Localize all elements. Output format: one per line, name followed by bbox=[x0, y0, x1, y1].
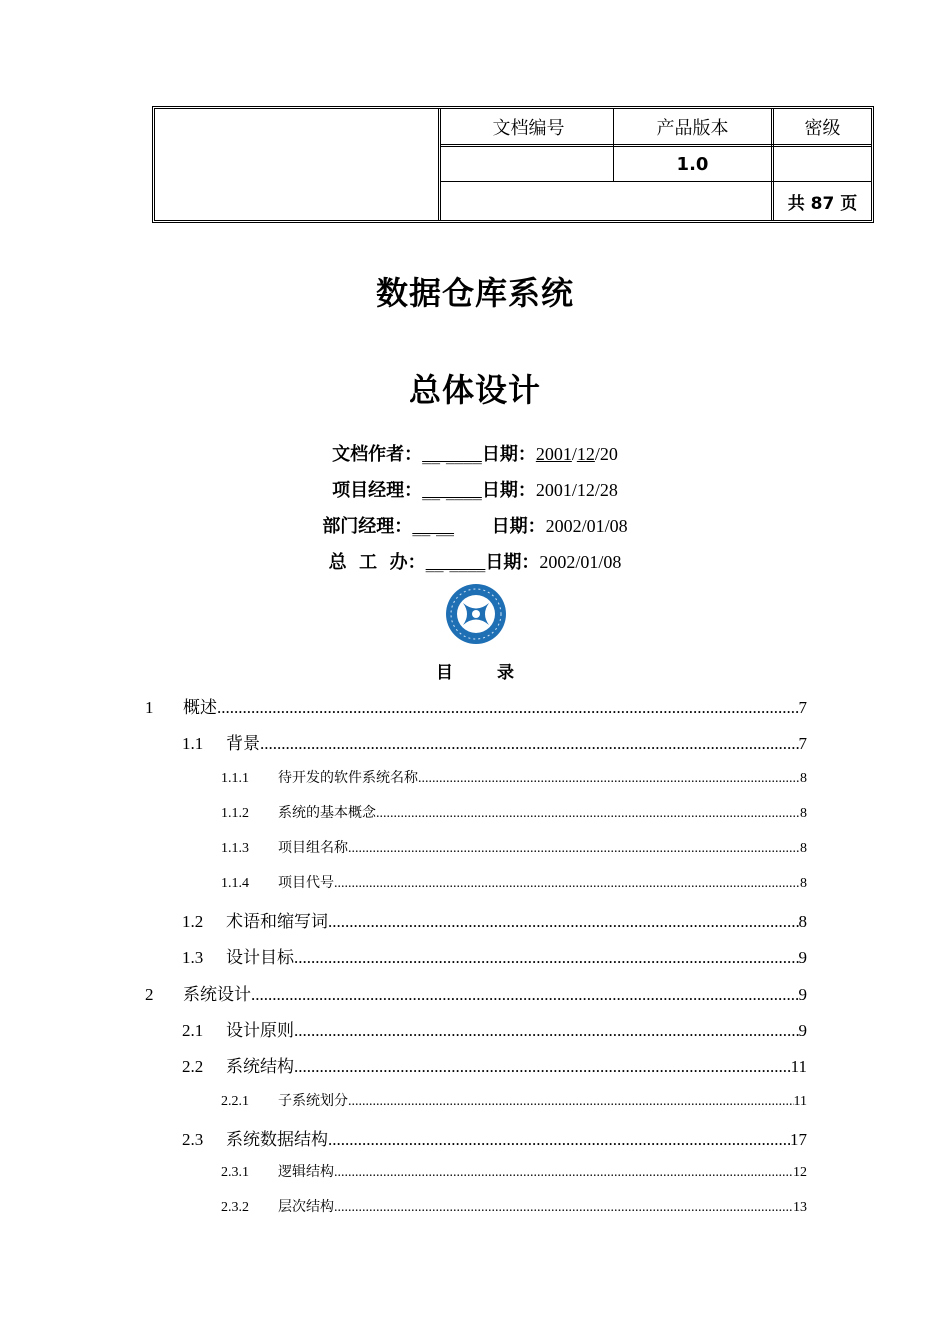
toc-entry-number: 2.3.2 bbox=[221, 1200, 249, 1215]
toc-entry-number: 2 bbox=[145, 985, 154, 1004]
toc-entry-page: 9 bbox=[798, 985, 807, 1004]
toc-entry-title: 系统的基本概念 bbox=[278, 805, 376, 821]
toc-entry[interactable] bbox=[182, 943, 807, 968]
toc-entry[interactable] bbox=[182, 1125, 807, 1150]
toc-entry[interactable] bbox=[221, 802, 807, 822]
toc-leader-dots bbox=[294, 1057, 791, 1077]
author-date-day: /20 bbox=[594, 444, 618, 464]
author-date-month: 12 bbox=[576, 444, 595, 464]
author-label: 文档作者： bbox=[332, 444, 423, 465]
toc-leader-dots bbox=[418, 771, 800, 787]
toc-entry-number: 2.2.1 bbox=[221, 1094, 249, 1109]
toc-entry-title: 系统结构 bbox=[226, 1057, 294, 1077]
toc-entry-page: 11 bbox=[793, 1094, 807, 1109]
toc-entry-title: 设计原则 bbox=[226, 1021, 294, 1041]
chief-blank: __ ____ bbox=[425, 552, 486, 573]
toc-entry[interactable] bbox=[145, 693, 807, 718]
signature-project-manager bbox=[0, 476, 950, 502]
toc-entry-number: 1.1.2 bbox=[221, 806, 249, 821]
toc-entry-title: 概述 bbox=[183, 698, 217, 718]
signature-chief-office bbox=[0, 548, 950, 574]
toc-entry-title: 术语和缩写词 bbox=[226, 912, 328, 932]
toc-leader-dots bbox=[251, 985, 799, 1005]
toc-entry-page: 8 bbox=[800, 806, 807, 821]
toc-entry[interactable] bbox=[221, 872, 807, 892]
toc-leader-dots bbox=[294, 1021, 799, 1041]
doc-number-header: 文档编号 bbox=[492, 117, 565, 139]
toc-entry-page: 17 bbox=[790, 1130, 807, 1149]
toc-entry-number: 2.1 bbox=[182, 1021, 204, 1040]
toc-entry-page: 11 bbox=[790, 1057, 807, 1076]
toc-entry-page: 8 bbox=[800, 876, 807, 891]
author-blank: __ ____ bbox=[422, 444, 482, 465]
toc-entry-title: 层次结构 bbox=[278, 1199, 334, 1215]
dm-date-label: 日期： bbox=[454, 516, 546, 537]
chief-date-label: 日期： bbox=[485, 552, 540, 573]
toc-entry-number: 1.1.3 bbox=[221, 841, 249, 856]
pm-date-label: 日期： bbox=[481, 480, 536, 501]
page-count bbox=[774, 182, 871, 220]
version-header: 产品版本 bbox=[656, 117, 729, 139]
company-logo-icon bbox=[445, 583, 507, 645]
toc-entry-page: 9 bbox=[798, 948, 807, 967]
toc-leader-dots bbox=[334, 876, 800, 892]
toc-entry-title: 待开发的软件系统名称 bbox=[278, 770, 418, 786]
page-count-label: 共 87 页 bbox=[787, 193, 858, 214]
toc-entry[interactable] bbox=[182, 1016, 807, 1041]
toc-entry-title: 设计目标 bbox=[226, 948, 294, 968]
toc-entry-title: 项目代号 bbox=[278, 875, 334, 891]
toc-entry-title: 逻辑结构 bbox=[278, 1164, 334, 1180]
toc-entry[interactable] bbox=[221, 1161, 807, 1181]
document-info-table bbox=[152, 106, 874, 223]
toc-entry-title: 背景 bbox=[226, 734, 260, 754]
toc-entry-title: 系统设计 bbox=[183, 985, 251, 1005]
author-date-sep: / bbox=[571, 444, 577, 464]
toc-leader-dots bbox=[328, 1130, 790, 1150]
security-header: 密级 bbox=[804, 117, 841, 139]
toc-entry-page: 12 bbox=[793, 1165, 807, 1180]
toc-entry[interactable] bbox=[221, 1090, 807, 1110]
toc-entry-number: 2.3 bbox=[182, 1130, 204, 1149]
toc-leader-dots bbox=[348, 1094, 794, 1110]
dm-label: 部门经理： bbox=[322, 516, 413, 537]
pm-date: 2001/12/28 bbox=[535, 480, 618, 500]
security-value bbox=[774, 147, 871, 181]
doc-number-value bbox=[444, 147, 613, 181]
toc-leader-dots bbox=[348, 841, 800, 857]
toc-entry-title: 系统数据结构 bbox=[226, 1130, 328, 1150]
toc-leader-dots bbox=[376, 806, 800, 822]
toc-leader-dots bbox=[217, 698, 799, 718]
toc-entry-number: 1.3 bbox=[182, 948, 204, 967]
author-date-label: 日期： bbox=[481, 444, 536, 465]
toc-entry-page: 8 bbox=[800, 771, 807, 786]
toc-entry-page: 13 bbox=[793, 1200, 807, 1215]
toc-heading: 目 录 bbox=[436, 663, 514, 683]
toc-entry-number: 2.3.1 bbox=[221, 1165, 249, 1180]
toc-entry-number: 1.2 bbox=[182, 912, 204, 931]
chief-label: 总 工 办： bbox=[328, 552, 426, 573]
toc-leader-dots bbox=[334, 1200, 793, 1216]
version-value: 1.0 bbox=[676, 153, 709, 175]
toc-leader-dots bbox=[328, 912, 799, 932]
document-title: 数据仓库系统 bbox=[375, 274, 574, 312]
signature-author bbox=[0, 440, 950, 466]
author-date-year: 2001 bbox=[535, 444, 572, 464]
toc-entry-number: 1.1 bbox=[182, 734, 204, 753]
toc-entry-title: 子系统划分 bbox=[278, 1093, 348, 1109]
toc-entry[interactable] bbox=[145, 980, 807, 1005]
chief-date: 2002/01/08 bbox=[539, 552, 622, 572]
dm-date: 2002/01/08 bbox=[545, 516, 628, 536]
pm-label: 项目经理： bbox=[332, 480, 423, 501]
signature-dept-manager bbox=[0, 512, 950, 538]
toc-entry[interactable] bbox=[182, 907, 807, 932]
toc-leader-dots bbox=[334, 1165, 793, 1181]
dm-blank: __ __ bbox=[412, 516, 455, 537]
toc-entry-page: 9 bbox=[798, 1021, 807, 1040]
toc-entry[interactable] bbox=[182, 729, 807, 754]
toc-leader-dots bbox=[294, 948, 799, 968]
toc-entry[interactable] bbox=[182, 1052, 807, 1077]
toc-entry-title: 项目组名称 bbox=[278, 840, 348, 856]
toc-entry-number: 1 bbox=[145, 698, 154, 717]
toc-entry-page: 8 bbox=[800, 841, 807, 856]
blank-logo-cell bbox=[155, 109, 441, 220]
toc-entry-page: 7 bbox=[798, 698, 807, 717]
toc-entry-page: 8 bbox=[798, 912, 807, 931]
toc-entry-page: 7 bbox=[798, 734, 807, 753]
toc-entry-number: 1.1.1 bbox=[221, 771, 249, 786]
document-subtitle: 总体设计 bbox=[408, 371, 541, 409]
toc-entry-number: 1.1.4 bbox=[221, 876, 249, 891]
toc-entry[interactable] bbox=[221, 767, 807, 787]
toc-entry[interactable] bbox=[221, 837, 807, 857]
toc-leader-dots bbox=[260, 734, 799, 754]
pm-blank: __ ____ bbox=[422, 480, 482, 501]
toc-entry[interactable] bbox=[221, 1196, 807, 1216]
toc-entry-number: 2.2 bbox=[182, 1057, 204, 1076]
